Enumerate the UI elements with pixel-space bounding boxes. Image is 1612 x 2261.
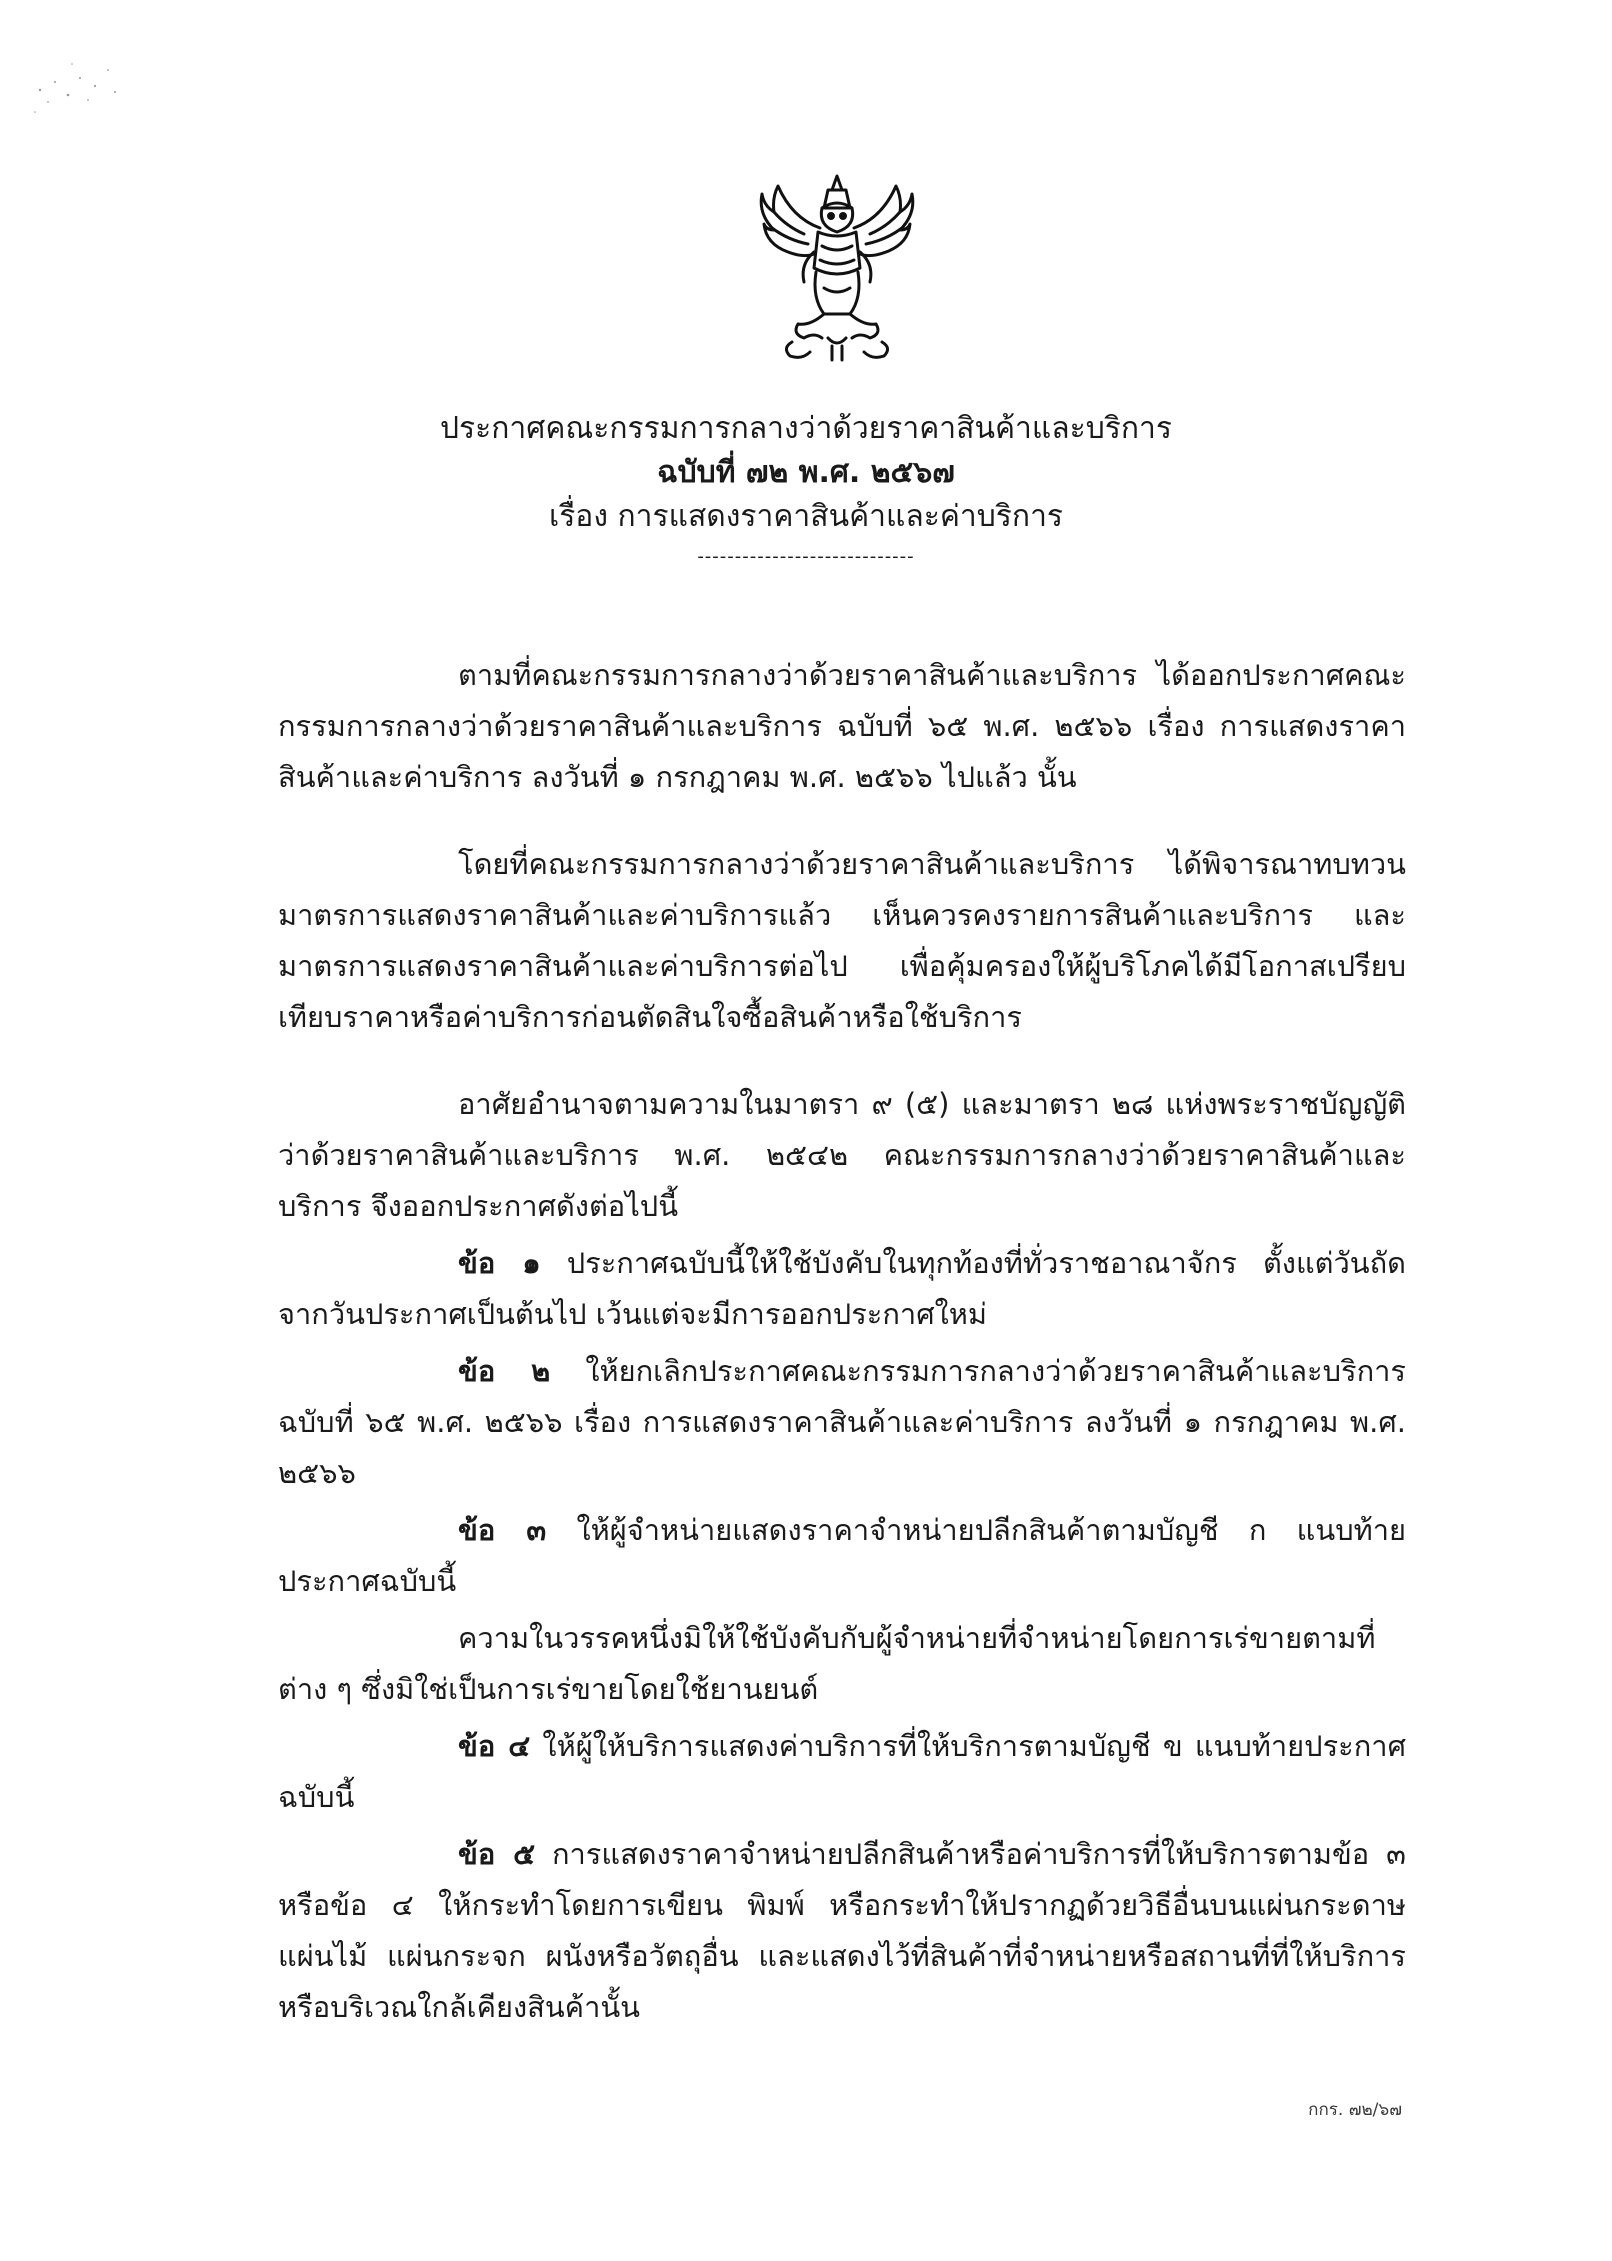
- clause-2-text: ให้ยกเลิกประกาศคณะกรรมการกลางว่าด้วยราคาสินค้าและบริการ ฉบับที่ ๖๕ พ.ศ. ๒๕๖๖ เรื่อง การแสดงราคาสินค้าและค่าบริการ ลงวันที่ ๑ กรกฎาคม พ.ศ. ๒๕๖๖: [278, 1354, 1406, 1490]
- clause-1-text: ประกาศฉบับนี้ให้ใช้บังคับในทุกท้องที่ทั่วราชอาณาจักร ตั้งแต่วันถัดจากวันประกาศเป็นต้นไป เว้นแต่จะมีการออกประกาศใหม่: [278, 1246, 1406, 1331]
- clause-3-label: ข้อ ๓: [458, 1513, 547, 1547]
- clause-5-text: การแสดงราคาจำหน่ายปลีกสินค้าหรือค่าบริการที่ให้บริการตามข้อ ๓ หรือข้อ ๔ ให้กระทำโดยการเขียน พิมพ์ หรือกระทำให้ปรากฏด้วยวิธีอื่นบนแผ่นกระดาษ แผ่นไม้ แผ่นกระจก ผนังหรือวัตถุอื่น และแสดงไว้ที่สินค้าที่จำหน่ายหรือสถานที่ที่ให้บริการ หรือบริเวณใกล้เคียงสินค้านั้น: [278, 1837, 1406, 2024]
- clause-2-label: ข้อ ๒: [458, 1354, 551, 1388]
- clause-5: [278, 1829, 1406, 2033]
- clause-2: [278, 1346, 1406, 1499]
- scan-speckle: [20, 40, 130, 130]
- clause-3: [278, 1505, 1406, 1607]
- title-line-2: ฉบับที่ ๗๒ พ.ศ. ๒๕๖๗: [657, 455, 955, 490]
- paragraph-1: ตามที่คณะกรรมการกลางว่าด้วยราคาสินค้าและบริการ ได้ออกประกาศคณะกรรมการกลางว่าด้วยราคาสินค้าและบริการ ฉบับที่ ๖๕ พ.ศ. ๒๕๖๖ เรื่อง การแสดงราคาสินค้าและค่าบริการ ลงวันที่ ๑ กรกฎาคม พ.ศ. ๒๕๖๖ ไปแล้ว นั้น: [278, 658, 1406, 794]
- clause-1-label: ข้อ ๑: [458, 1246, 541, 1280]
- paragraph-2: โดยที่คณะกรรมการกลางว่าด้วยราคาสินค้าและบริการ ได้พิจารณาทบทวนมาตรการแสดงราคาสินค้าและค่าบริการแล้ว เห็นควรคงรายการสินค้าและบริการ และมาตรการแสดงราคาสินค้าและค่าบริการต่อไป เพื่อคุ้มครองให้ผู้บริโภคได้มีโอกาสเปรียบเทียบราคาหรือค่าบริการก่อนตัดสินใจซื้อสินค้าหรือใช้บริการ: [278, 847, 1406, 1034]
- clause-4: [278, 1721, 1406, 1823]
- clause-5-label: ข้อ ๕: [458, 1837, 536, 1871]
- document-body: [278, 650, 1406, 2033]
- clause-3-paragraph-2: ความในวรรคหนึ่งมิให้ใช้บังคับกับผู้จำหน่ายที่จำหน่ายโดยการเร่ขายตามที่ต่าง ๆ ซึ่งมิใช่เป็นการเร่ขายโดยใช้ยานยนต์: [278, 1621, 1376, 1706]
- document-title-block: [0, 408, 1612, 570]
- title-divider: -----------------------------: [697, 546, 915, 567]
- clause-3-text: ให้ผู้จำหน่ายแสดงราคาจำหน่ายปลีกสินค้าตามบัญชี ก แนบท้ายประกาศฉบับนี้: [278, 1513, 1406, 1598]
- title-line-3: เรื่อง การแสดงราคาสินค้าและค่าบริการ: [548, 499, 1064, 534]
- title-line-1: ประกาศคณะกรรมการกลางว่าด้วยราคาสินค้าและบริการ: [440, 411, 1172, 446]
- clause-4-text: ให้ผู้ให้บริการแสดงค่าบริการที่ให้บริการตามบัญชี ข แนบท้ายประกาศฉบับนี้: [278, 1729, 1406, 1814]
- garuda-emblem-icon: [752, 168, 922, 368]
- paragraph-3: อาศัยอำนาจตามความในมาตรา ๙ (๕) และมาตรา ๒๘ แห่งพระราชบัญญัติว่าด้วยราคาสินค้าและบริการ พ.ศ. ๒๕๔๒ คณะกรรมการกลางว่าด้วยราคาสินค้าและบริการ จึงออกประกาศดังต่อไปนี้: [278, 1087, 1406, 1223]
- clause-4-label: ข้อ ๔: [458, 1729, 531, 1763]
- document-code: กกร. ๗๒/๖๗: [1308, 2100, 1402, 2120]
- clause-1: [278, 1238, 1406, 1340]
